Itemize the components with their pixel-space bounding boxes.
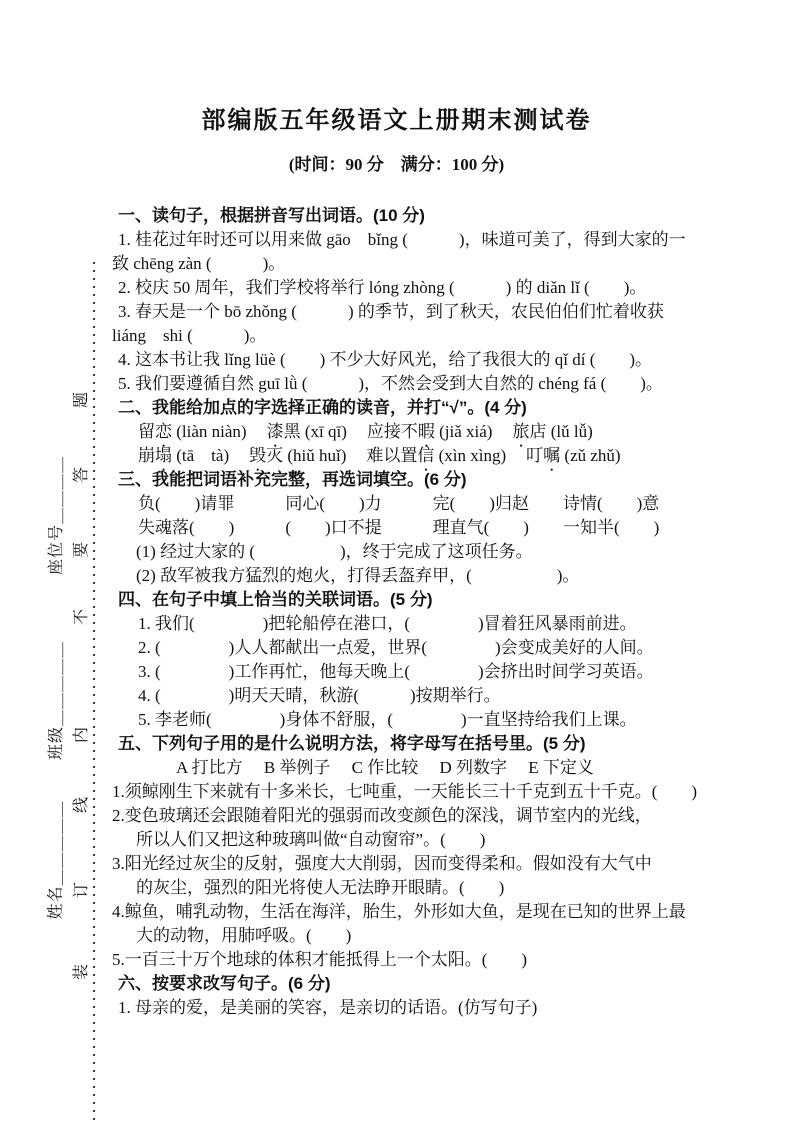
pinyin-options: (zǔ zhǔ) [560, 446, 621, 465]
section-6-heading: 六、按要求改写句子。(6 分) [118, 974, 331, 993]
text-line: 大的动物，用肺呼吸。( ) [136, 926, 352, 945]
dotted-char: 暇 [417, 422, 435, 441]
text-line: 负( )请罪 同心( )力 完( )归赵 诗情( )意 [138, 494, 660, 513]
text-line: 的灰尘，强烈的阳光将使人无法睁开眼睛。( ) [136, 878, 505, 897]
dotted-char: 嘱 [543, 446, 561, 465]
section-3-heading: 三、我能把词语补充完整，再选词填空。(6 分) [118, 470, 467, 489]
time-score-subtitle: (时间：90 分 满分：100 分) [288, 155, 505, 174]
dotted-char: 毁 [249, 446, 267, 465]
text-line: 5. 李老师( )身体不舒服，( )一直坚持给我们上课。 [138, 710, 637, 729]
text-line: 3.阳光经过灰尘的反射，强度大大削弱，因而变得柔和。假如没有大气中 [112, 854, 652, 873]
section-5-heading: 五、下列句子用的是什么说明方法，将字母写在括号里。(5 分) [118, 734, 586, 753]
section-4-heading: 四、在句子中填上恰当的关联词语。(5 分) [118, 590, 433, 609]
binding-char: 订 [73, 882, 90, 899]
phrase-text: 黑 [283, 422, 301, 441]
binding-char: 装 [73, 964, 90, 981]
phrase-text: 应接不 [366, 422, 418, 441]
dotted-char: 恋 [155, 422, 172, 441]
phrase-item [249, 444, 346, 468]
text-line: 3. ( )工作再忙，他每天晚上( )会挤出时间学习英语。 [138, 662, 654, 681]
text-line: (2) 敌军被我方猛烈的炮火，打得丢盔弃甲，( )。 [136, 566, 580, 585]
exam-content [112, 204, 698, 1020]
text-line: 1. 母亲的爱，是美丽的笑容，是亲切的话语。(仿写句子) [118, 998, 538, 1017]
class-field: 班级＿＿＿＿＿ [48, 640, 65, 760]
seat-number-field: 座位号＿＿＿＿ [48, 455, 65, 575]
pinyin-options: (liàn niàn) [172, 422, 247, 441]
text-line: 致 chēng zàn ( )。 [112, 254, 286, 273]
dotted-char: 塌 [155, 446, 172, 465]
method-options: A 打比方 B 举例子 C 作比较 D 列数字 E 下定义 [176, 758, 594, 777]
phrase-text: 留 [138, 422, 155, 441]
phrase-text: 灭 [266, 446, 284, 465]
page-title: 部编版五年级语文上册期末测试卷 [201, 107, 592, 134]
text-line: 4. ( )明天天晴，秋游( )按期举行。 [138, 686, 501, 705]
phrase-item [512, 420, 592, 444]
phrase-item [138, 420, 247, 444]
phrase-item [138, 444, 229, 468]
text-line: 2. ( )人人都献出一点爱，世界( )会变成美好的人间。 [138, 638, 654, 657]
binding-char: 答 [73, 467, 90, 484]
text-line: 3. 春天是一个 bō zhǒng ( ) 的季节，到了秋天，农民伯伯们忙着收获 [118, 302, 664, 321]
text-line: 失魂落( ) ( )口不提 理直气( ) 一知半( ) [138, 518, 660, 537]
text-line: 所以人们又把这种玻璃叫做“自动窗帘”。( ) [136, 830, 486, 849]
text-line: 4.鲸鱼，哺乳动物，生活在海洋，胎生，外形如大鱼，是现在已知的世界上最 [112, 902, 686, 921]
pronunciation-row [112, 420, 698, 444]
text-line: 5.一百三十万个地球的体积才能抵得上一个太阳。( ) [112, 950, 528, 969]
pinyin-options: (jiǎ xiá) [434, 422, 493, 441]
pinyin-options: (xìn xìng) [434, 446, 507, 465]
pinyin-options: (hiǔ huǐ) [283, 446, 347, 465]
text-line: (1) 经过大家的 ( )，终于完成了这项任务。 [136, 542, 533, 561]
phrase-text: 难以置 [366, 446, 418, 465]
name-field: 姓名＿＿＿＿＿ [47, 800, 65, 920]
binding-char: 要 [73, 542, 90, 559]
pinyin-options: (xī qī) [300, 422, 347, 441]
dotted-char: 漆 [266, 422, 284, 441]
dotted-char: 信 [417, 446, 435, 465]
phrase-text: 叮 [526, 446, 544, 465]
pronunciation-row [112, 444, 698, 468]
text-line: 4. 这本书让我 lǐng lüè ( ) 不少大好风光，给了我很大的 qǐ dí ( )。 [118, 350, 653, 369]
section-1-heading: 一、读句子，根据拼音写出词语。(10 分) [118, 206, 425, 225]
dotted-char: 旅 [512, 422, 530, 441]
pinyin-options: (tā tà) [172, 446, 230, 465]
text-line: 1.须鲸刚生下来就有十多米长，七吨重，一天能长三十千克到五十千克。( ) [112, 782, 698, 801]
text-line: 1. 桂花过年时还可以用来做 gāo bǐng ( )，味道可美了，得到大家的一 [118, 230, 686, 249]
phrase-text: 店 [529, 422, 547, 441]
pinyin-options: (lǔ lǚ) [546, 422, 593, 441]
text-line: liáng shi ( )。 [112, 326, 267, 345]
phrase-item [526, 444, 620, 468]
binding-char: 题 [73, 392, 90, 409]
phrase-item [366, 444, 506, 468]
section-2-heading: 二、我能给加点的字选择正确的读音，并打“√”。(4 分) [118, 398, 527, 417]
phrase-text: 崩 [138, 446, 155, 465]
binding-dotted-line [93, 262, 95, 1122]
binding-char: 线 [73, 797, 90, 814]
phrase-item [267, 420, 347, 444]
phrase-item [367, 420, 493, 444]
text-line: 2.变色玻璃还会跟随着阳光的强弱而改变颜色的深浅，调节室内的光线， [112, 806, 652, 825]
text-line: 2. 校庆 50 周年，我们学校将举行 lóng zhòng ( ) 的 diǎn lǐ ( )。 [118, 278, 647, 297]
text-line: 1. 我们( )把轮船停在港口，( )冒着狂风暴雨前进。 [138, 614, 637, 633]
binding-char: 内 [73, 727, 90, 744]
text-line: 5. 我们要遵循自然 guī lǜ ( )，不然会受到大自然的 chéng fá ( )。 [118, 374, 663, 393]
binding-char: 不 [73, 609, 90, 626]
